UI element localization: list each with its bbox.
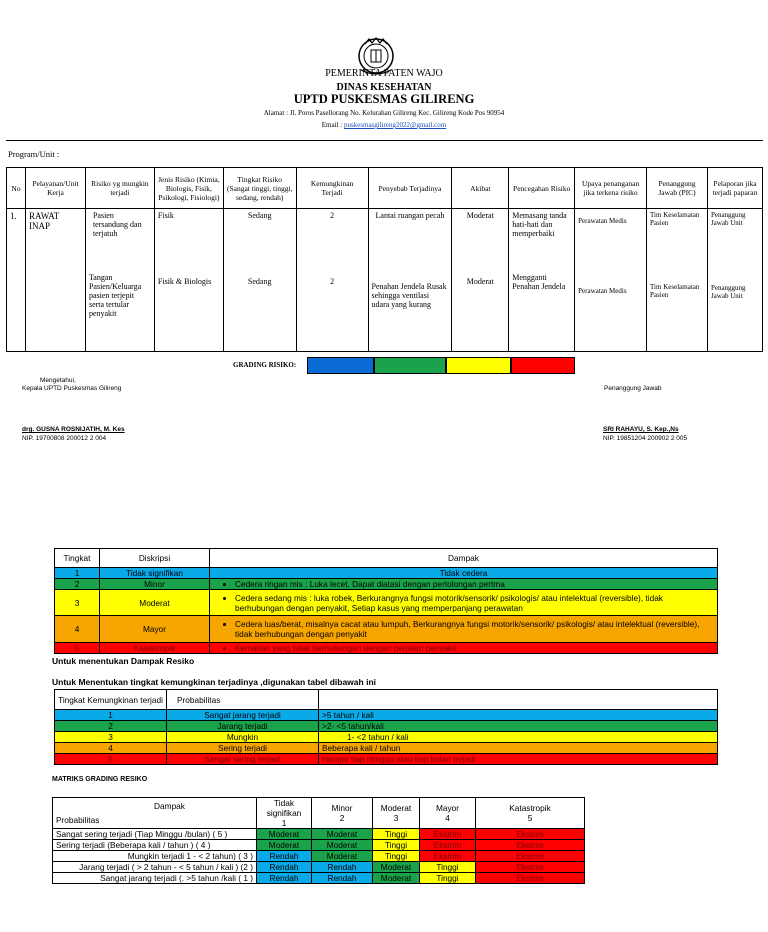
dampak-header-deskripsi: Diskripsi <box>100 549 210 568</box>
matrix-cell: Tinggi <box>420 862 476 873</box>
table-row <box>7 209 763 352</box>
matrix-cell: Ekstrim <box>476 862 585 873</box>
matrix-header-row <box>53 798 585 829</box>
pic-2: Tim Keselamatan Pasien <box>650 283 700 299</box>
matrix-corner <box>53 798 257 829</box>
header-pelaporan: Pelaporan jika terjadi paparan <box>707 168 762 209</box>
kemungkinan-2: 2 <box>330 277 335 286</box>
header-upaya: Upaya penanganan jika terkena risiko <box>575 168 647 209</box>
pic-1: Tim Keselamatan Pasien <box>650 211 700 227</box>
prob-probabilitas: Sangat jarang terjadi <box>167 710 319 721</box>
prob-header-blank <box>319 690 718 710</box>
grading-swatch-blue <box>307 357 374 374</box>
matrix-col-num: 4 <box>445 813 450 823</box>
prob-keterangan: Beberapa kali / tahun <box>319 743 718 754</box>
table-row <box>55 710 718 721</box>
prob-tingkat: 1 <box>55 710 167 721</box>
prob-keterangan: >5 tahun / kali <box>319 710 718 721</box>
prob-header-row <box>55 690 718 710</box>
tingkat-1: Sedang <box>247 211 272 220</box>
sig-right-name: SRI RAHAYU, S. Kep.,Ns <box>603 426 679 433</box>
upaya-2: Perawatan Medis <box>578 287 627 295</box>
table-row <box>53 840 585 851</box>
header-government: PEMERINTA PATEN WAJO <box>325 68 443 79</box>
sig-left-nip: NIP. 19700808 200012 2 004 <box>22 435 107 442</box>
matrix-col <box>476 798 585 829</box>
matrix-cell: Ekstrim <box>476 851 585 862</box>
pelaporan-1: Penanggung Jawab Unit <box>710 211 746 227</box>
dampak-tingkat: 4 <box>55 616 100 643</box>
matrix-cell: Tinggi <box>373 829 420 840</box>
matrix-col-num: 5 <box>527 813 533 823</box>
grading-swatch-green <box>374 357 446 374</box>
matrix-title: MATRIKS GRADING RESIKO <box>52 776 148 783</box>
kemungkinan-cell <box>296 209 368 352</box>
matrix-cell: Rendah <box>257 851 312 862</box>
matrix-col <box>312 798 373 829</box>
matrix-cell: Moderat <box>312 851 373 862</box>
akibat-2: Moderat <box>466 277 494 286</box>
header-address: Alamat : Jl. Poros Pasellorang No. Kelurahan Gilireng Kec. Gilireng Kode Pos 90954 <box>263 109 505 117</box>
matrix-cell: Ekstrim <box>476 873 585 884</box>
table-row <box>55 754 718 765</box>
header-pic: Penanggung Jawab (PIC) <box>647 168 708 209</box>
table-row <box>55 743 718 754</box>
matrix-row-label: Sangat sering terjadi (Tiap Minggu /bulan) ( 5 ) <box>53 829 257 840</box>
dampak-header-dampak: Dampak <box>210 549 718 568</box>
matrix-cell: Tinggi <box>420 873 476 884</box>
table-row <box>55 732 718 743</box>
dampak-text: • Cedera ringan mis : Luka lecet, Dapat diatasi dengan pertolongan pertma <box>235 579 714 589</box>
prob-header-probabilitas: Probabilitas <box>167 690 319 710</box>
prob-header-tingkat: Tingkat Kemungkinan terjadi <box>55 690 167 710</box>
matrix-cell: Tinggi <box>373 840 420 851</box>
risiko-1: Pasien tersandung dan terjatuh <box>92 211 142 238</box>
header-puskesmas: UPTD PUSKESMAS GILIRENG <box>293 92 475 106</box>
penyebab-1: Lantai ruangan pecah <box>375 211 445 220</box>
matrix-cell: Rendah <box>312 873 373 884</box>
matrix-cell: Tinggi <box>373 851 420 862</box>
header-kemungkinan: Kemungkinan Terjadi <box>296 168 368 209</box>
akibat-cell <box>452 209 509 352</box>
prob-probabilitas: Jarang terjadi <box>167 721 319 732</box>
prob-probabilitas: Sangat sering terjadi <box>167 754 319 765</box>
table-row <box>55 590 718 616</box>
pic-cell <box>647 209 708 352</box>
grading-swatch-red <box>511 357 575 374</box>
table-row <box>55 721 718 732</box>
risiko-2: Tangan Pasien/Keluarga pasien terjepit serta tertular penyakit <box>88 273 142 318</box>
matrix-cell: Rendah <box>257 873 312 884</box>
matrix-cell: Ekstrim <box>476 840 585 851</box>
dampak-header-tingkat: Tingkat <box>55 549 100 568</box>
prob-keterangan: Hampir tiap minggu atau tiap bulan terjadi <box>319 754 718 765</box>
prob-probabilitas: Mungkin <box>167 732 319 743</box>
dampak-cell <box>210 616 718 643</box>
header-divider <box>6 140 763 141</box>
dampak-deskripsi: Tidak signifikan <box>100 568 210 579</box>
grading-swatch-yellow <box>446 357 511 374</box>
matrix-cell: Moderat <box>312 829 373 840</box>
pelaporan-cell <box>707 209 762 352</box>
tingkat-2: Sedang <box>247 277 272 286</box>
matrix-cell: Ekstrim <box>420 851 476 862</box>
upaya-cell <box>575 209 647 352</box>
register-header-row <box>7 168 763 209</box>
matrix-col-label: Mayor <box>435 803 460 813</box>
prob-tingkat: 5 <box>55 754 167 765</box>
jenis-2: Fisik & Biologis <box>157 277 212 286</box>
matrix-col-label: Moderat <box>380 803 412 813</box>
matrix-cell: Moderat <box>257 829 312 840</box>
dampak-text: • Cedera luas/berat, misalnya cacat atau lumpuh, Berkurangnya fungsi motorik/sensorik/ psikologis/ atau intelektual (reversible), tidak berhubungan dengan penyakit <box>235 619 714 639</box>
matrix-col <box>373 798 420 829</box>
dampak-deskripsi: Mayor <box>100 616 210 643</box>
header-tingkat: Tingkat Risiko (Sangat tinggi, tinggi, sedang, rendah) <box>223 168 296 209</box>
prob-tingkat: 4 <box>55 743 167 754</box>
jenis-1: Fisik <box>157 211 174 220</box>
grading-matrix-table <box>52 797 585 884</box>
header-dinas: DINAS KESEHATAN <box>336 82 432 93</box>
risk-register-table <box>6 167 763 352</box>
dampak-header-row <box>55 549 718 568</box>
dampak-tingkat: 2 <box>55 579 100 590</box>
matrix-corner-bottom: Probabilitas <box>56 815 100 825</box>
dampak-cell <box>210 590 718 616</box>
dampak-table <box>54 548 718 654</box>
prob-tingkat: 3 <box>55 732 167 743</box>
pencegahan-2: Mengganti Penahan Jendela <box>512 273 566 291</box>
prob-tingkat: 2 <box>55 721 167 732</box>
sig-left-line1: Mengetahui, <box>40 377 76 384</box>
pencegahan-cell <box>509 209 575 352</box>
table-row <box>55 579 718 590</box>
matrix-cell: Rendah <box>312 862 373 873</box>
penyebab-2: Penahan Jendela Rusak sehingga ventilasi udara yang kurang <box>371 282 447 309</box>
sig-right-line1: Penanggung Jawab <box>604 385 662 392</box>
program-unit-label: Program/Unit : <box>8 149 60 159</box>
matrix-col-num: 2 <box>339 813 345 823</box>
matrix-corner-top: Dampak <box>154 801 185 811</box>
matrix-cell: Moderat <box>257 840 312 851</box>
tingkat-cell <box>223 209 296 352</box>
dampak-deskripsi: Moderat <box>100 590 210 616</box>
table-row <box>53 873 585 884</box>
dampak-caption: Untuk menentukan Dampak Resiko <box>52 656 195 666</box>
matrix-cell: Rendah <box>257 862 312 873</box>
dampak-tingkat: 1 <box>55 568 100 579</box>
matrix-row-label: Mungkin terjadi 1 - < 2 tahun) ( 3 ) <box>53 851 257 862</box>
header-akibat: Akibat <box>452 168 509 209</box>
matrix-cell: Moderat <box>373 862 420 873</box>
prob-probabilitas: Sering terjadi <box>167 743 319 754</box>
grading-label: GRADING RISIKO: <box>233 361 297 369</box>
matrix-col-label: Katastropik <box>509 803 551 813</box>
table-row <box>55 568 718 579</box>
prob-keterangan: 1- <2 tahun / kali <box>319 732 718 743</box>
header-email-line <box>0 121 768 129</box>
risiko-cell <box>85 209 154 352</box>
row-no: 1. <box>7 209 26 352</box>
prob-intro: Untuk Menentukan tingkat kemungkinan terjadinya ,digunakan tabel dibawah ini <box>52 677 376 687</box>
header-pencegahan: Pencegahan Risiko <box>509 168 575 209</box>
header-no: No <box>7 168 26 209</box>
upaya-1: Perawatan Medis <box>578 217 627 225</box>
sig-left-name: drg. GUSNA ROSNIJATIH, M. Kes <box>22 426 125 433</box>
header-penyebab: Penyebab Terjadinya <box>368 168 452 209</box>
dampak-text: • Cedera sedang mis : luka robek, Berkurangnya fungsi motorik/sensorik/ psikologis/ atau intelektual (reversible), tidak berhubungan dengan penyakit, Setiap kasus yang memperpanjang perawatan <box>235 593 714 613</box>
matrix-row-label: Sering terjadi (Beberapa kali / tahun ) ( 4 ) <box>53 840 257 851</box>
sig-left-line2: Kepala UPTD Puskesmas Gilireng <box>22 385 122 392</box>
dampak-text: • Kematian yang tidak berhubungan dengan perjalan penyakit <box>235 643 714 653</box>
dampak-text: Tidak cedera <box>210 568 718 579</box>
table-row <box>55 643 718 654</box>
prob-keterangan: >2- <5 tahun/kali <box>319 721 718 732</box>
table-row <box>53 862 585 873</box>
matrix-col-label: Minor <box>331 803 353 813</box>
matrix-cell: Ekstrim <box>420 840 476 851</box>
matrix-cell: Moderat <box>312 840 373 851</box>
matrix-col-num: 1 <box>281 818 287 828</box>
email-label: Email : <box>321 121 344 129</box>
row-unit: RAWAT INAP <box>25 209 85 352</box>
dampak-tingkat: 5 <box>55 643 100 654</box>
matrix-col-label: Tidak signifikan <box>266 798 302 818</box>
dampak-deskripsi: Minor <box>100 579 210 590</box>
matrix-row-label: Sangat jarang terjadi (. >5 tahun /kali ( 1 ) <box>53 873 257 884</box>
jenis-cell <box>154 209 223 352</box>
akibat-1: Moderat <box>466 211 494 220</box>
pelaporan-2: Penanggung Jawab Unit <box>710 284 746 300</box>
matrix-col-num: 3 <box>393 813 399 823</box>
matrix-cell: Ekstrim <box>420 829 476 840</box>
pencegahan-1: Memasang tanda hati-hati dan memperbaiki <box>512 211 567 238</box>
header-risiko: Risiko yg mungkin terjadi <box>85 168 154 209</box>
kemungkinan-1: 2 <box>330 211 335 220</box>
dampak-cell <box>210 643 718 654</box>
header-jenis: Jenis Risiko (Kimia, Biologis, Fisik, Psikologi, Fisiologi) <box>154 168 223 209</box>
matrix-cell: Moderat <box>373 873 420 884</box>
matrix-col <box>420 798 476 829</box>
dampak-deskripsi: Katastropik <box>100 643 210 654</box>
table-row <box>53 851 585 862</box>
matrix-col <box>257 798 312 829</box>
matrix-cell: Ekstrim <box>476 829 585 840</box>
header-unit: Pelayanan/Unit Kerja <box>25 168 85 209</box>
dampak-cell <box>210 579 718 590</box>
matrix-row-label: Jarang terjadi ( > 2 tahun - < 5 tahun / kali ) (2 ) <box>53 862 257 873</box>
sig-right-nip: NIP. 19851204 200902 2 005 <box>603 435 688 442</box>
email-link[interactable]: puskesmasgilireng2022@gmail.com <box>343 121 447 129</box>
table-row <box>53 829 585 840</box>
table-row <box>55 616 718 643</box>
probabilitas-table <box>54 689 718 765</box>
dampak-tingkat: 3 <box>55 590 100 616</box>
penyebab-cell <box>368 209 452 352</box>
